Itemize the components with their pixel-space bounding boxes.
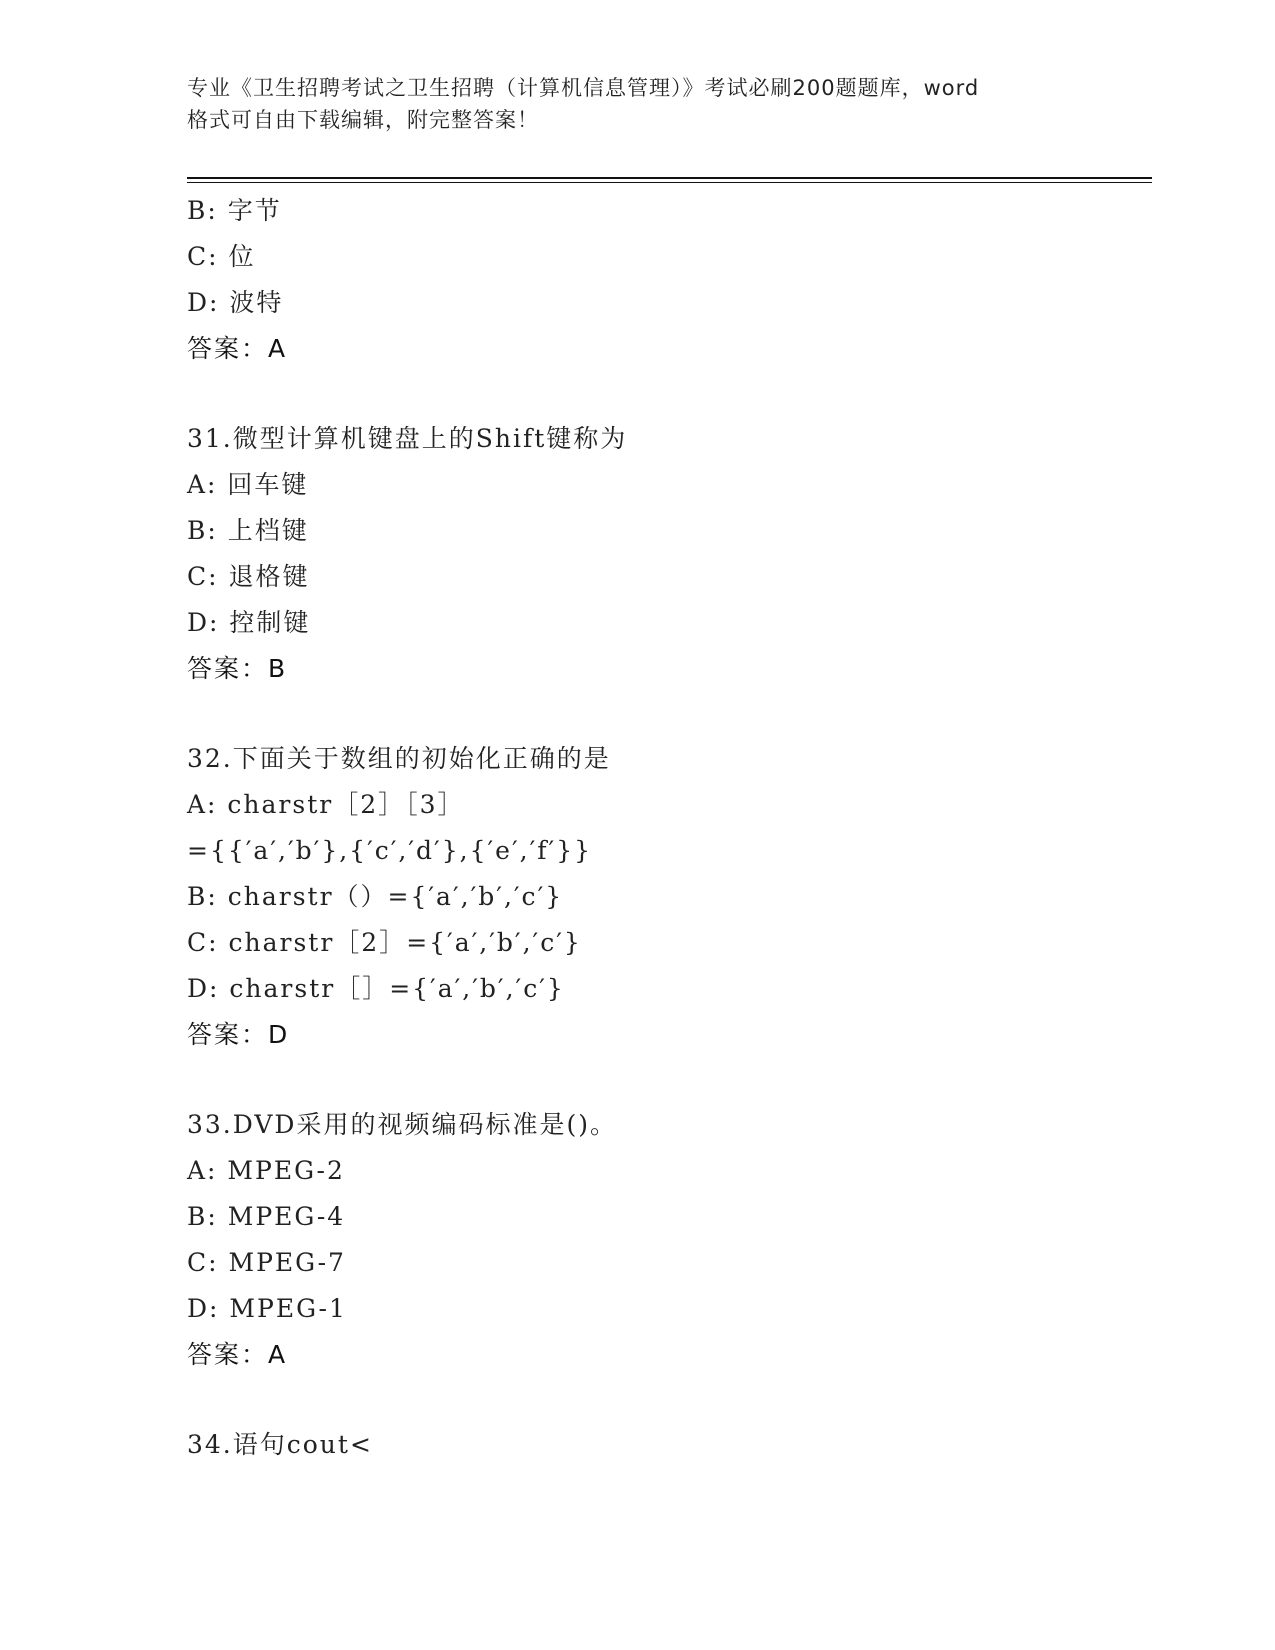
option-d: D: charstr［］={′a′,′b′,′c′}	[187, 974, 565, 1003]
option-d: D: 控制键	[187, 608, 311, 637]
document-header	[187, 72, 1087, 136]
question-block-34	[187, 1422, 1152, 1468]
spacer	[187, 1378, 1152, 1422]
question-list	[187, 188, 1152, 1468]
option-d: D: 波特	[187, 288, 284, 317]
option-c: C: 位	[187, 242, 256, 271]
option-a: A: MPEG-2	[187, 1156, 345, 1185]
option-a: A: charstr［2］［3］	[187, 790, 465, 819]
option-a: A: 回车键	[187, 470, 309, 499]
option-a-continued: ={{′a′,′b′},{′c′,′d′},{′e′,′f′}}	[187, 836, 593, 865]
option-b: B: 字节	[187, 196, 282, 225]
question-block-30	[187, 188, 1152, 372]
question-text: 34.语句cout<	[187, 1430, 373, 1459]
answer-line: 答案：D	[187, 1020, 290, 1049]
option-b: B: 上档键	[187, 516, 309, 545]
header-divider-thick	[187, 177, 1152, 179]
answer-line: 答案：B	[187, 654, 288, 683]
header-line-2: 格式可自由下载编辑，附完整答案！	[187, 108, 539, 132]
answer-line: 答案：A	[187, 1340, 288, 1369]
option-b: B: charstr（）={′a′,′b′,′c′}	[187, 882, 564, 911]
question-block-33	[187, 1102, 1152, 1378]
option-c: C: MPEG-7	[187, 1248, 346, 1277]
header-line-1: 专业《卫生招聘考试之卫生招聘（计算机信息管理）》考试必刷200题题库，word	[187, 76, 980, 100]
header-divider-thin	[187, 182, 1152, 183]
option-b: B: MPEG-4	[187, 1202, 346, 1231]
spacer	[187, 372, 1152, 416]
option-d: D: MPEG-1	[187, 1294, 347, 1323]
option-c: C: 退格键	[187, 562, 310, 591]
question-block-31	[187, 416, 1152, 692]
question-text: 31.微型计算机键盘上的Shift键称为	[187, 424, 628, 453]
answer-line: 答案：A	[187, 334, 288, 363]
spacer	[187, 692, 1152, 736]
question-text: 32.下面关于数组的初始化正确的是	[187, 744, 611, 773]
question-text: 33.DVD采用的视频编码标准是()。	[187, 1110, 617, 1139]
question-block-32	[187, 736, 1152, 1058]
spacer	[187, 1058, 1152, 1102]
option-c: C: charstr［2］={′a′,′b′,′c′}	[187, 928, 582, 957]
